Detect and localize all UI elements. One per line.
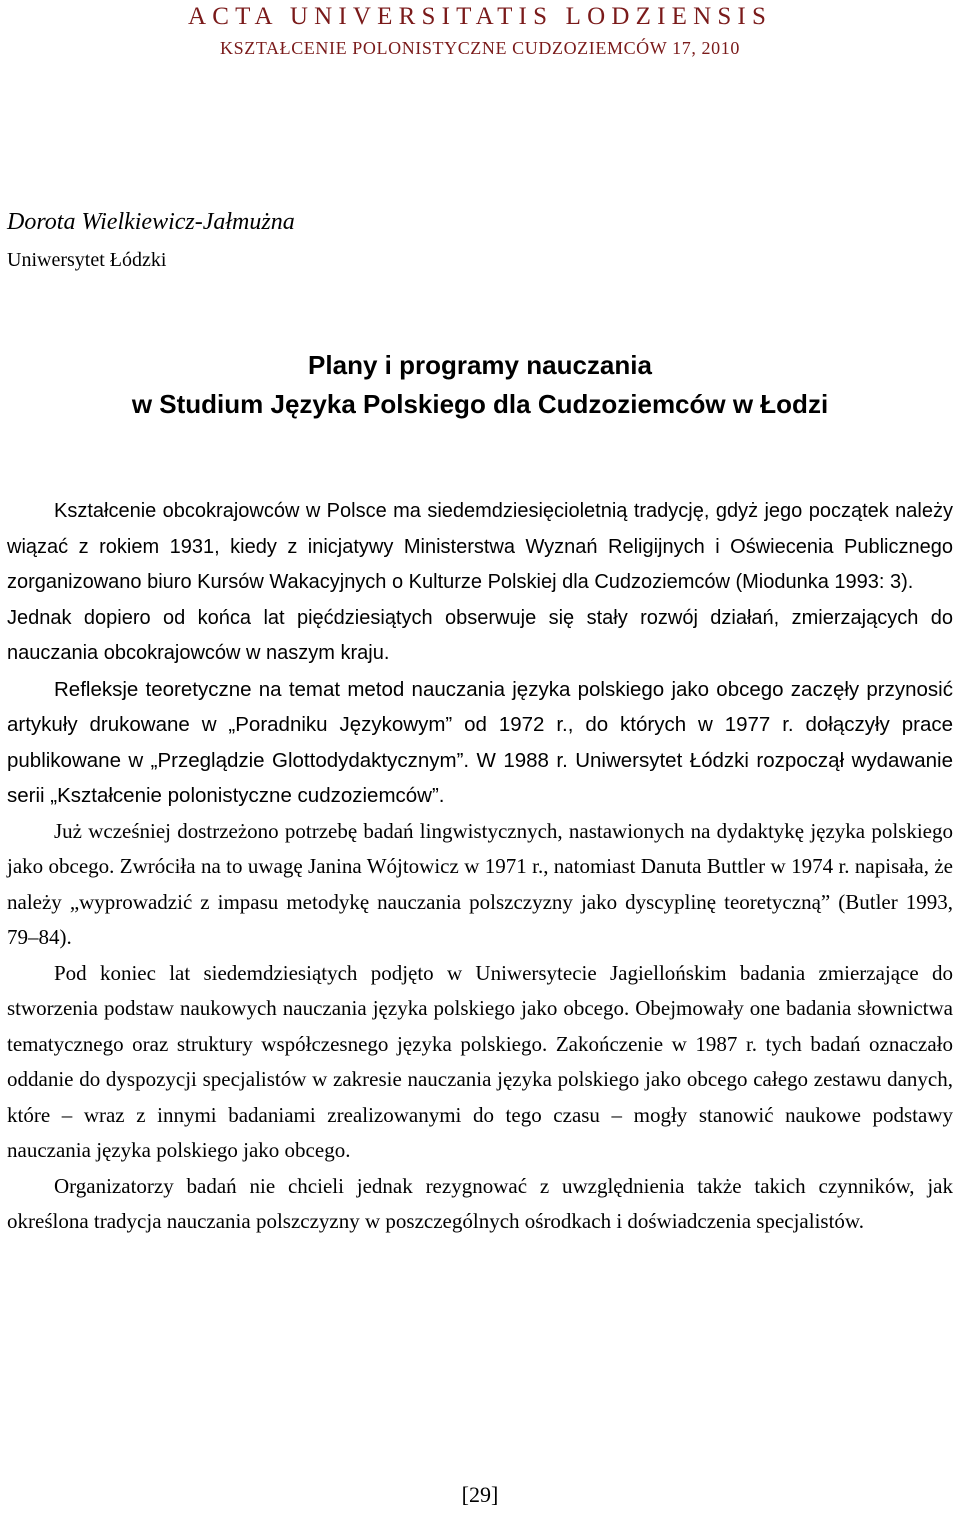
- article-title: [7, 346, 953, 424]
- article-body: [7, 494, 953, 1240]
- author-affiliation: Uniwersytet Łódzki: [7, 249, 167, 271]
- article-title-line-1: Plany i programy nauczania: [308, 350, 652, 380]
- paragraph-4: Już wcześniej dostrzeżono potrzebę badań lingwistycznych, nastawionych na dydaktykę języka polskiego jako obcego. Zwróciła na to uwagę Janina Wójtowicz w 1971 r., natomiast Danuta Buttler w 1974 r. napisała, że należy „wyprowadzić z impasu metodykę nauczania polszczyzny jako dyscyplinę teoretyczną” (Butler 1993, 79–84).: [7, 818, 953, 949]
- journal-title: ACTA UNIVERSITATIS LODZIENSIS: [187, 3, 773, 30]
- paragraph-5: Pod koniec lat siedemdziesiątych podjęto w Uniwersytecie Jagiellońskim badania zmierzające do stworzenia podstaw naukowych nauczania języka polskiego jako obcego. Obejmowały one badania słownictwa tematycznego oraz struktury współczesnego języka polskiego. Zakończenie w 1987 r. tych badań oznaczało oddanie do dyspozycji specjalistów w zakresie nauczania języka polskiego jako obcego całego zestawu danych, które – wraz z innymi badaniami zrealizowanymi do tego czasu – mogły stanowić naukowe podstawy nauczania języka polskiego jako obcego.: [7, 960, 953, 1162]
- paragraph-3: Refleksje teoretyczne na temat metod nauczania języka polskiego jako obcego zaczęły przynosić artykuły drukowane w „Poradniku Językowym” od 1972 r., do których w 1977 r. dołączyły prace publikowane w „Przeglądzie Glottodydaktycznym”. W 1988 r. Uniwersytet Łódzki rozpoczął wydawanie serii „Kształcenie polonistyczne cudzoziemców”.: [7, 677, 953, 807]
- journal-series: KSZTAŁCENIE POLONISTYCZNE CUDZOZIEMCÓW 17, 2010: [220, 38, 740, 58]
- page-number: [29]: [461, 1482, 499, 1507]
- article-title-line-2: w Studium Języka Polskiego dla Cudzoziemców w Łodzi: [131, 389, 829, 419]
- author-name: Dorota Wielkiewicz-Jałmużna: [7, 209, 295, 235]
- paragraph-2: Jednak dopiero od końca lat pięćdziesiątych obserwuje się stały rozwój działań, zmierzających do nauczania obcokrajowców w naszym kraju.: [7, 606, 953, 664]
- paragraph-6: Organizatorzy badań nie chcieli jednak rezygnować z uwzględnienia także takich czynników, jak określona tradycja nauczania polszczyzny w poszczególnych ośrodkach i doświadczenia specjalistów.: [7, 1173, 953, 1233]
- paragraph-1: Kształcenie obcokrajowców w Polsce ma siedemdziesięcioletnią tradycję, gdyż jego początek należy wiązać z rokiem 1931, kiedy z inicjatywy Ministerstwa Wyznań Religijnych i Oświecenia Publicznego zorganizowano biuro Kursów Wakacyjnych o Kulturze Polskiej dla Cudzoziemców (Miodunka 1993: 3).: [7, 500, 953, 593]
